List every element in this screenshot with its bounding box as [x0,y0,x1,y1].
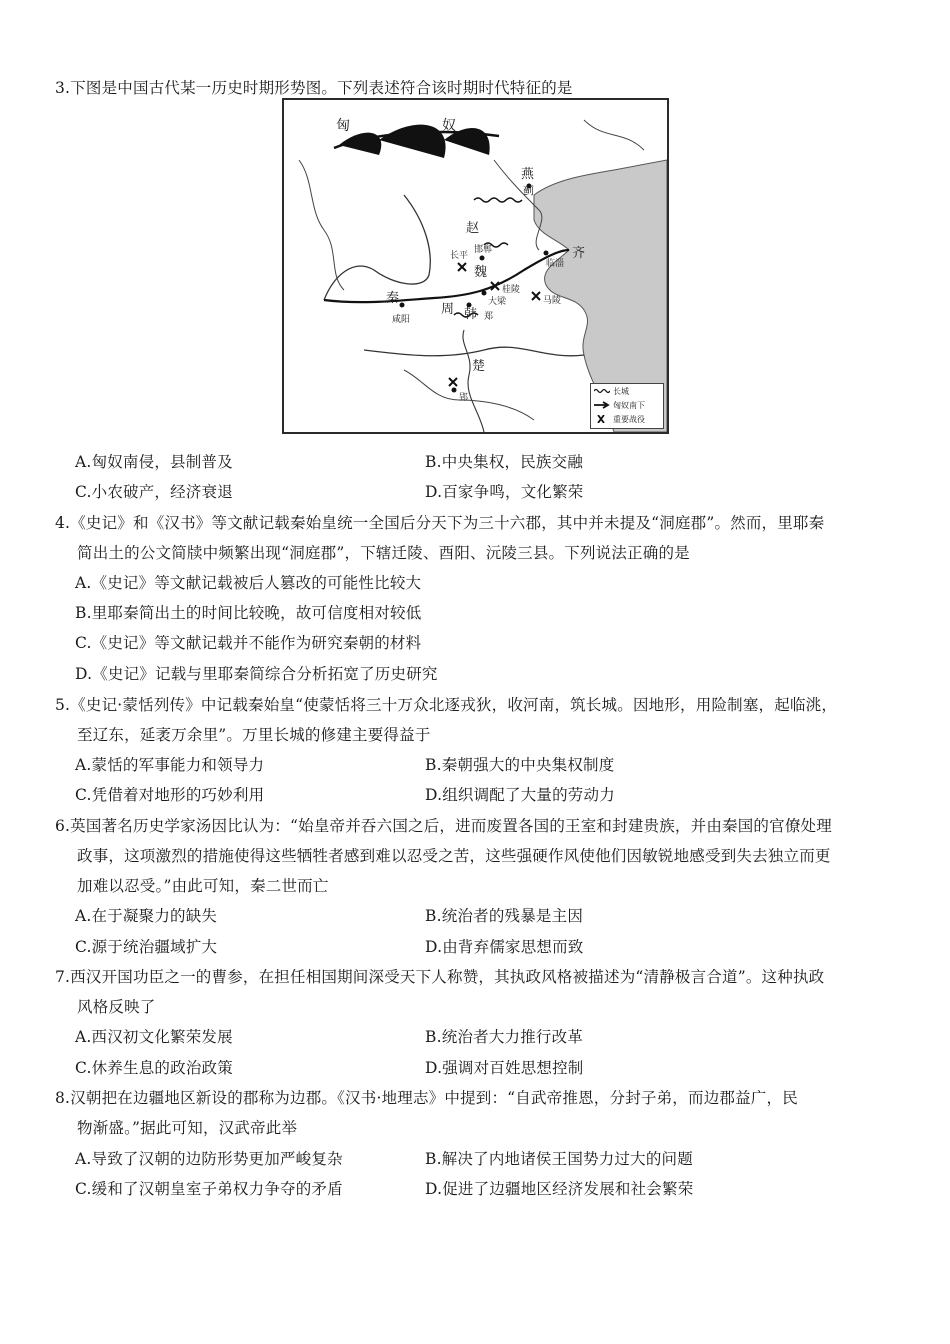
map-label-qin: 秦 [386,291,400,306]
legend-wall: 长城 [591,384,663,398]
q7-option-b: B.统治者大力推行改革 [425,1028,584,1046]
map-label-xianyang: 咸阳 [392,315,411,325]
map-label-nu: 奴 [442,118,456,134]
question-8-stem-line2: 物渐盛。”据此可知，汉武帝此举 [77,1119,298,1137]
map-label-wei: 魏 [474,265,488,280]
wall-icon [594,387,610,395]
question-4-stem-line1: 4.《史记》和《汉书》等文献记载秦始皇统一全国后分天下为三十六郡，其中并未提及“洞庭郡”。然而，里耶秦 [55,514,825,532]
map-label-guiling: 桂陵 [502,285,521,295]
q7-option-c: C.休养生息的政治政策 [75,1059,233,1077]
q3-option-d: D.百家争鸣，文化繁荣 [425,483,584,501]
question-6-stem-line3: 加难以忍受。”由此可知，秦二世而亡 [77,877,329,895]
question-8-stem-line1: 8.汉朝把在边疆地区新设的郡称为边郡。《汉书·地理志》中提到：“自武帝推恩，分封子弟，而边郡益广，民 [55,1089,798,1107]
map-label-chu: 楚 [472,359,486,374]
legend-battle: 重要战役 [591,412,663,426]
q4-option-d: D.《史记》记载与里耶秦简综合分析拓宽了历史研究 [75,665,438,683]
map-label-xiong: 匈 [336,118,350,134]
question-6-stem-line1: 6.英国著名历史学家汤因比认为：“始皇帝并吞六国之后，进而废置各国的王室和封建贵族，并由秦国的官僚处理 [55,817,832,835]
question-5-stem-line1: 5.《史记·蒙恬列传》中记载秦始皇“使蒙恬将三十万众北逐戎狄，收河南，筑长城。因地形，用险制塞，起临洮， [55,696,838,714]
map-legend [590,383,664,429]
battle-icon [594,415,610,423]
map-label-changping: 长平 [450,251,469,261]
map-label-maling: 马陵 [543,296,562,306]
q6-option-d: D.由背弃儒家思想而致 [425,938,584,956]
q4-option-c: C.《史记》等文献记载并不能作为研究秦朝的材料 [75,634,422,652]
map-label-han: 韩 [464,307,478,322]
map-label-zhao: 赵 [466,221,480,236]
map-label-yan: 燕 [521,167,535,182]
legend-south: 匈奴南下 [591,398,663,412]
q3-option-a: A.匈奴南侵，县制普及 [75,453,233,471]
q7-option-a: A.西汉初文化繁荣发展 [75,1028,233,1046]
question-3-stem: 3.下图是中国古代某一历史时期形势图。下列表述符合该时期时代特征的是 [55,79,573,97]
q4-option-b: B.里耶秦简出土的时间比较晚，故可信度相对较低 [75,604,422,622]
map-label-zheng: 郑 [484,312,494,322]
q8-option-a: A.导致了汉朝的边防形势更加严峻复杂 [75,1150,343,1168]
map-label-linzi: 临淄 [546,259,565,269]
q6-option-b: B.统治者的残暴是主因 [425,907,584,925]
q7-option-d: D.强调对百姓思想控制 [425,1059,584,1077]
question-4-stem-line2: 简出土的公文简牍中频繁出现“洞庭郡”，下辖迁陵、酉阳、沅陵三县。下列说法正确的是 [77,544,690,562]
q3-option-b: B.中央集权，民族交融 [425,453,584,471]
warring-states-map [282,98,669,434]
question-6-stem-line2: 政事，这项激烈的措施使得这些牺牲者感到难以忍受之苦，这些强硬作风使他们因敏锐地感受到失去独立而更 [77,847,831,865]
question-5-stem-line2: 至辽东，延袤万余里”。万里长城的修建主要得益于 [77,726,431,744]
q5-option-a: A.蒙恬的军事能力和领导力 [75,756,265,774]
map-label-handan: 邯郸 [474,245,493,255]
q3-option-c: C.小农破产，经济衰退 [75,483,233,501]
arrow-icon [594,401,610,409]
q8-option-d: D.促进了边疆地区经济发展和社会繁荣 [425,1180,694,1198]
q4-option-a: A.《史记》等文献记载被后人篡改的可能性比较大 [75,574,422,592]
map-label-ji: 蓟 [523,184,534,197]
map-label-daliang: 大梁 [488,297,507,307]
map-label-zhou: 周 [441,302,455,317]
q5-option-b: B.秦朝强大的中央集权制度 [425,756,615,774]
q6-option-c: C.源于统治疆域扩大 [75,938,218,956]
question-7-stem-line1: 7.西汉开国功臣之一的曹参，在担任相国期间深受天下人称赞，其执政风格被描述为“清静极言合道”。这种执政 [55,968,825,986]
map-label-qi: 齐 [572,246,586,261]
map-label-ying: 郢 [459,393,469,403]
q8-option-c: C.缓和了汉朝皇室子弟权力争夺的矛盾 [75,1180,343,1198]
q6-option-a: A.在于凝聚力的缺失 [75,907,218,925]
q5-option-d: D.组织调配了大量的劳动力 [425,786,615,804]
question-7-stem-line2: 风格反映了 [77,998,156,1016]
q8-option-b: B.解决了内地诸侯王国势力过大的问题 [425,1150,693,1168]
q5-option-c: C.凭借着对地形的巧妙利用 [75,786,265,804]
